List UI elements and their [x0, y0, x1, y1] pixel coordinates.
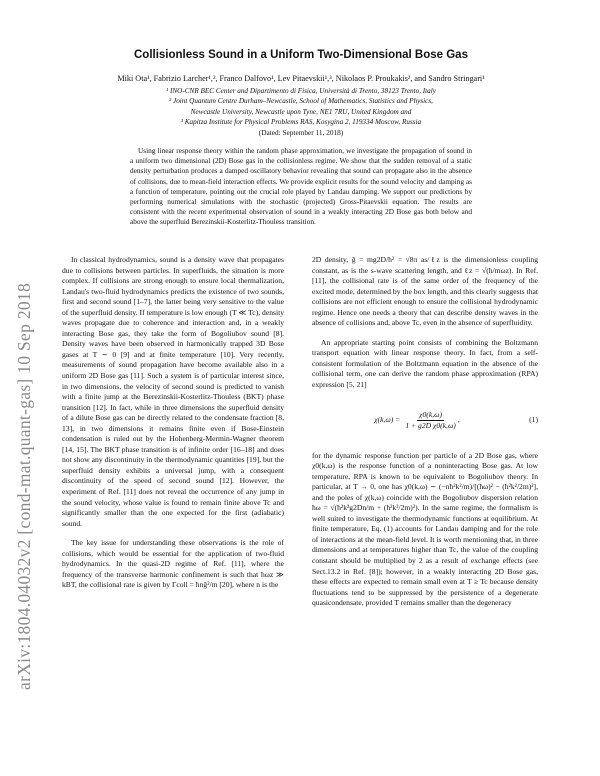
affiliation-3: ³ Kapitza Institute for Physical Problems RAS, Kosygina 2, 119334 Moscow, Russia [180, 117, 422, 126]
body-paragraph: In classical hydrodynamics, sound is a density wave that propagates due to collisions between particles. In superfluids, the situation is more complex. If collisions are strong enough to ensure local thermalization, Landau's two-fluid hydrodynamics predicts the existence of two sounds, first and second sound [1–7], the latter being very sensitive to the value of the superfluid density. If temperature is low enough (T ≪ Tc), density waves propagate due to coherence and interaction and, in a weakly interacting Bose gas, they take the form of Bogoliubov sound [8]. Density waves have been observed in harmonically trapped 3D Bose gases at T ∼ 0 [9] and at finite temperature [10]. Very recently, measurements of sound propagation have become available also in a uniform 2D Bose gas [11]. Such a system is of particular interest since, in two dimensions, the velocity of second sound is predicted to vanish with a finite jump at the Berezinskii-Kosterlitz-Thouless (BKT) phase transition [12]. In fact, while in three dimensions the superfluid density of a dilute Bose gas can be directly related to the condensate fraction [8, 13], in two dimensions it remains finite even if Bose-Einstein condensation is ruled out by the Hohenberg-Mermin-Wagner theorem [14, 15]. The BKT phase transition is of infinite order [16–18] and does not show any discontinuity in the thermodynamic quantities [19], but the superfluid density exhibits a universal jump, with a consequent discontinuity of the speed of second sound [12]. However, the experiment of Ref. [11] does not reveal the occurrence of any jump in the sound velocity, whose value is found to remain finite above Tc and significantly smaller than the one expected for the first (adiabatic) sound. [62, 255, 284, 528]
abstract: Using linear response theory within the random phase approximation, we investigate the propagation of sound in a uniform two dimensional (2D) Bose gas in the collisionless regime. We show that the sudden removal of a static density perturbation produces a damped oscillatory behavior revealing that sound can propagate also in the absence of collisions, due to mean-field interaction effects. We provide explicit results for the sound velocity and damping as a function of temperature, pointing out the crucial role played by Landau damping. We support our predictions by performing numerical simulations with the stochastic (projected) Gross-Pitaevskii equation. The results are consistent with the recent experimental observation of sound in a weakly interacting 2D Bose gas both below and above the superfluid Berezinskii-Kosterlitz-Thouless transition. [130, 146, 472, 227]
equation-lhs: χ(k,ω) = [374, 415, 401, 425]
equation-number: (1) [529, 415, 538, 425]
body-paragraph: The key issue for understanding these observations is the role of collisions, which would be essential for the application of two-fluid hydrodynamics. In the quasi-2D regime of Ref. [11], where the frequency of the transverse harmonic confinement is such that ħωz ≫ kBT, the collisional rate is given by Γcoll = ħnğ²/m [20], where n is the [62, 538, 284, 590]
affiliation-2: ² Joint Quantum Centre Durham–Newcastle, School of Mathematics, Statistics and Physics, [169, 97, 433, 106]
equation-tail: , [457, 415, 460, 425]
left-column [62, 255, 284, 600]
dated-line: (Dated: September 11, 2018) [258, 128, 344, 137]
right-column [312, 255, 538, 618]
affiliations [60, 86, 542, 127]
paper-title: Collisionless Sound in a Uniform Two-Dimensional Bose Gas [134, 49, 468, 61]
arxiv-identifier-stamp: arXiv:1804.04032v2 [cond-mat.quant-gas] 10 Sep 2018 [14, 282, 34, 690]
author-list: Miki Ota¹, Fabrizio Larcher¹,², Franco Dalfovo¹, Lev Pitaevskii¹,³, Nikolaos P. Proukakis², and Sandro Stringari¹ [117, 74, 485, 83]
equation-1 [312, 408, 538, 434]
body-paragraph: An appropriate starting point consists of combining the Boltzmann transport equation with linear response theory. In fact, from a self-consistent formulation of the Boltzmann equation in the absence of the collisional term, one can derive the random phase approximation (RPA) expression [5, 21] [312, 337, 538, 390]
equation-fraction [403, 410, 458, 432]
body-paragraph: 2D density, ğ = mg2D/ħ² = √8π as/ℓz is the dimensionless coupling constant, as is the s-wave scattering length, and ℓz = √(ħ/mωz). In Ref. [11], the collisional rate is of the same order of the frequency of the excited mode, determined by the box length, and this clearly suggests that collisions are not efficient enough to ensure the collisional hydrodynamic regime. Hence one needs a theory that can describe density waves in the absence of collisions and, above Tc, even in the absence of superfluidity. [312, 255, 538, 328]
affiliation-2-cont: Newcastle University, Newcastle upon Tyne, NE1 7RU, United Kingdom and [190, 107, 412, 116]
equation-denominator: 1 + g2D χ0(k,ω) [405, 421, 456, 431]
equation-numerator: χ0(k,ω) [417, 410, 444, 422]
body-paragraph: for the dynamic response function per particle of a 2D Bose gas, where χ0(k,ω) is the response function of a noninteracting Bose gas. At low temperature, RPA is known to be equivalent to Bogoliubov theory. In particular, at T → 0, one has χ0(k,ω) ∼ (−nħ²k²/m)/[(ħω)² − (ħ²k²/2m)²], and the poles of χ(k,ω) coincide with the Bogoliubov dispersion relation ħω = √(ħ²k²g2Dn/m + (ħ²k²/2m)²). In the same regime, the formalism is well suited to investigate the thermodynamic functions at equilibrium. At finite temperature, Eq. (1) accounts for Landau damping and for the role of interactions at the mean-field level. It is worth mentioning that, in three dimensions and at temperatures higher than Tc, the value of the coupling constant should be multiplied by 2 as a result of exchange effects (see Sect.13.2 in Ref. [8]); however, in a weakly interacting 2D Bose gas, these effects are expected to remain small even at T ≥ Tc because density fluctuations tend to be suppressed by the persistence of a degenerate quasicondensate, provided T remains smaller than the degeneracy [312, 450, 538, 608]
affiliation-1: ¹ INO-CNR BEC Center and Dipartimento di Fisica, Università di Trento, 38123 Trento, Italy [166, 87, 436, 95]
equation-body [312, 410, 522, 432]
